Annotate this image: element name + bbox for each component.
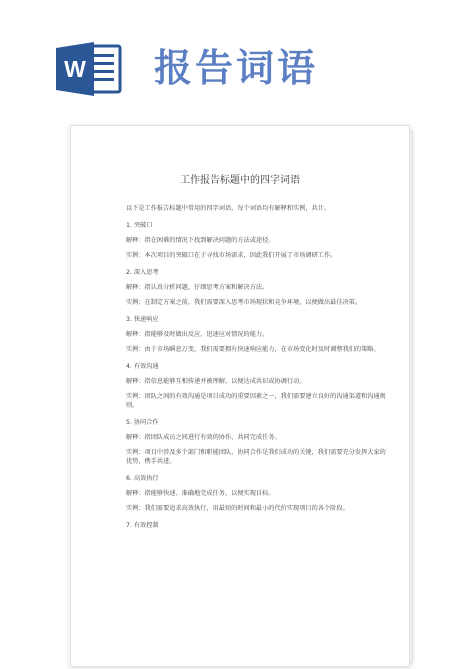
item-heading: 7. 有效控制 — [126, 522, 159, 529]
document-preview — [70, 125, 416, 665]
item-explanation: 解释：指信息能够互相传递并被理解，以便达成共识或协调行动。 — [126, 378, 306, 385]
item-example: 实例：团队之间的有效沟通是项目成功的重要因素之一，我们需要建立良好的沟通渠道和沟通规则。 — [126, 393, 386, 409]
item-explanation: 解释：指团队成员之间进行有效的协作，共同完成任务。 — [126, 434, 281, 441]
item-heading: 1. 突破口 — [126, 222, 153, 229]
item-example: 实例：我们需要追求高效执行，用最短的时间和最小的代价实现项目的各个阶段。 — [126, 505, 349, 512]
item-example: 实例：由于市场瞬息万变，我们需要拥有快速响应能力，在市场变化时及时调整我们的策略。 — [126, 346, 380, 353]
word-logo-icon — [54, 40, 124, 98]
item-heading: 2. 深入思考 — [126, 269, 159, 276]
document-body — [126, 204, 386, 530]
intro-text: 以下是工作报告标题中常用的四字词语，每个词语均有解释和实例，共计。 — [126, 205, 331, 212]
item-explanation: 解释：指能够快速、准确地完成任务，以便实现目标。 — [126, 490, 275, 497]
item-example: 实例：本次项目的突破口在于寻找市场需求，因此我们开展了市场调研工作。 — [126, 252, 337, 259]
item-heading: 5. 协同合作 — [126, 419, 159, 426]
logo-letter: W — [64, 56, 86, 82]
item-heading: 3. 快速响应 — [126, 316, 159, 323]
item-explanation: 解释：指能够及时做出反应，迅速应对情况的能力。 — [126, 331, 269, 338]
header-banner — [0, 0, 474, 120]
page-title: 报告词语 — [154, 45, 319, 90]
item-heading: 6. 高效执行 — [126, 475, 159, 482]
item-explanation: 解释：指在困难的情况下找到解决问题的方法或途径。 — [126, 237, 275, 244]
item-example: 实例：项目中涉及多个部门和职能团队，协同合作是我们成功的关键，我们需要充分发挥大家的优势，携手共进。 — [126, 449, 386, 465]
item-example: 实例：在制定方案之前，我们需要深入思考市场现状和竞争环境，以便做出最佳决策。 — [126, 299, 362, 306]
item-heading: 4. 有效沟通 — [126, 363, 159, 370]
document-title: 工作报告标题中的四字词语 — [180, 175, 300, 186]
item-explanation: 解释：指认真分析问题，仔细思考方案和解决方法。 — [126, 284, 269, 291]
document-page — [70, 125, 410, 667]
